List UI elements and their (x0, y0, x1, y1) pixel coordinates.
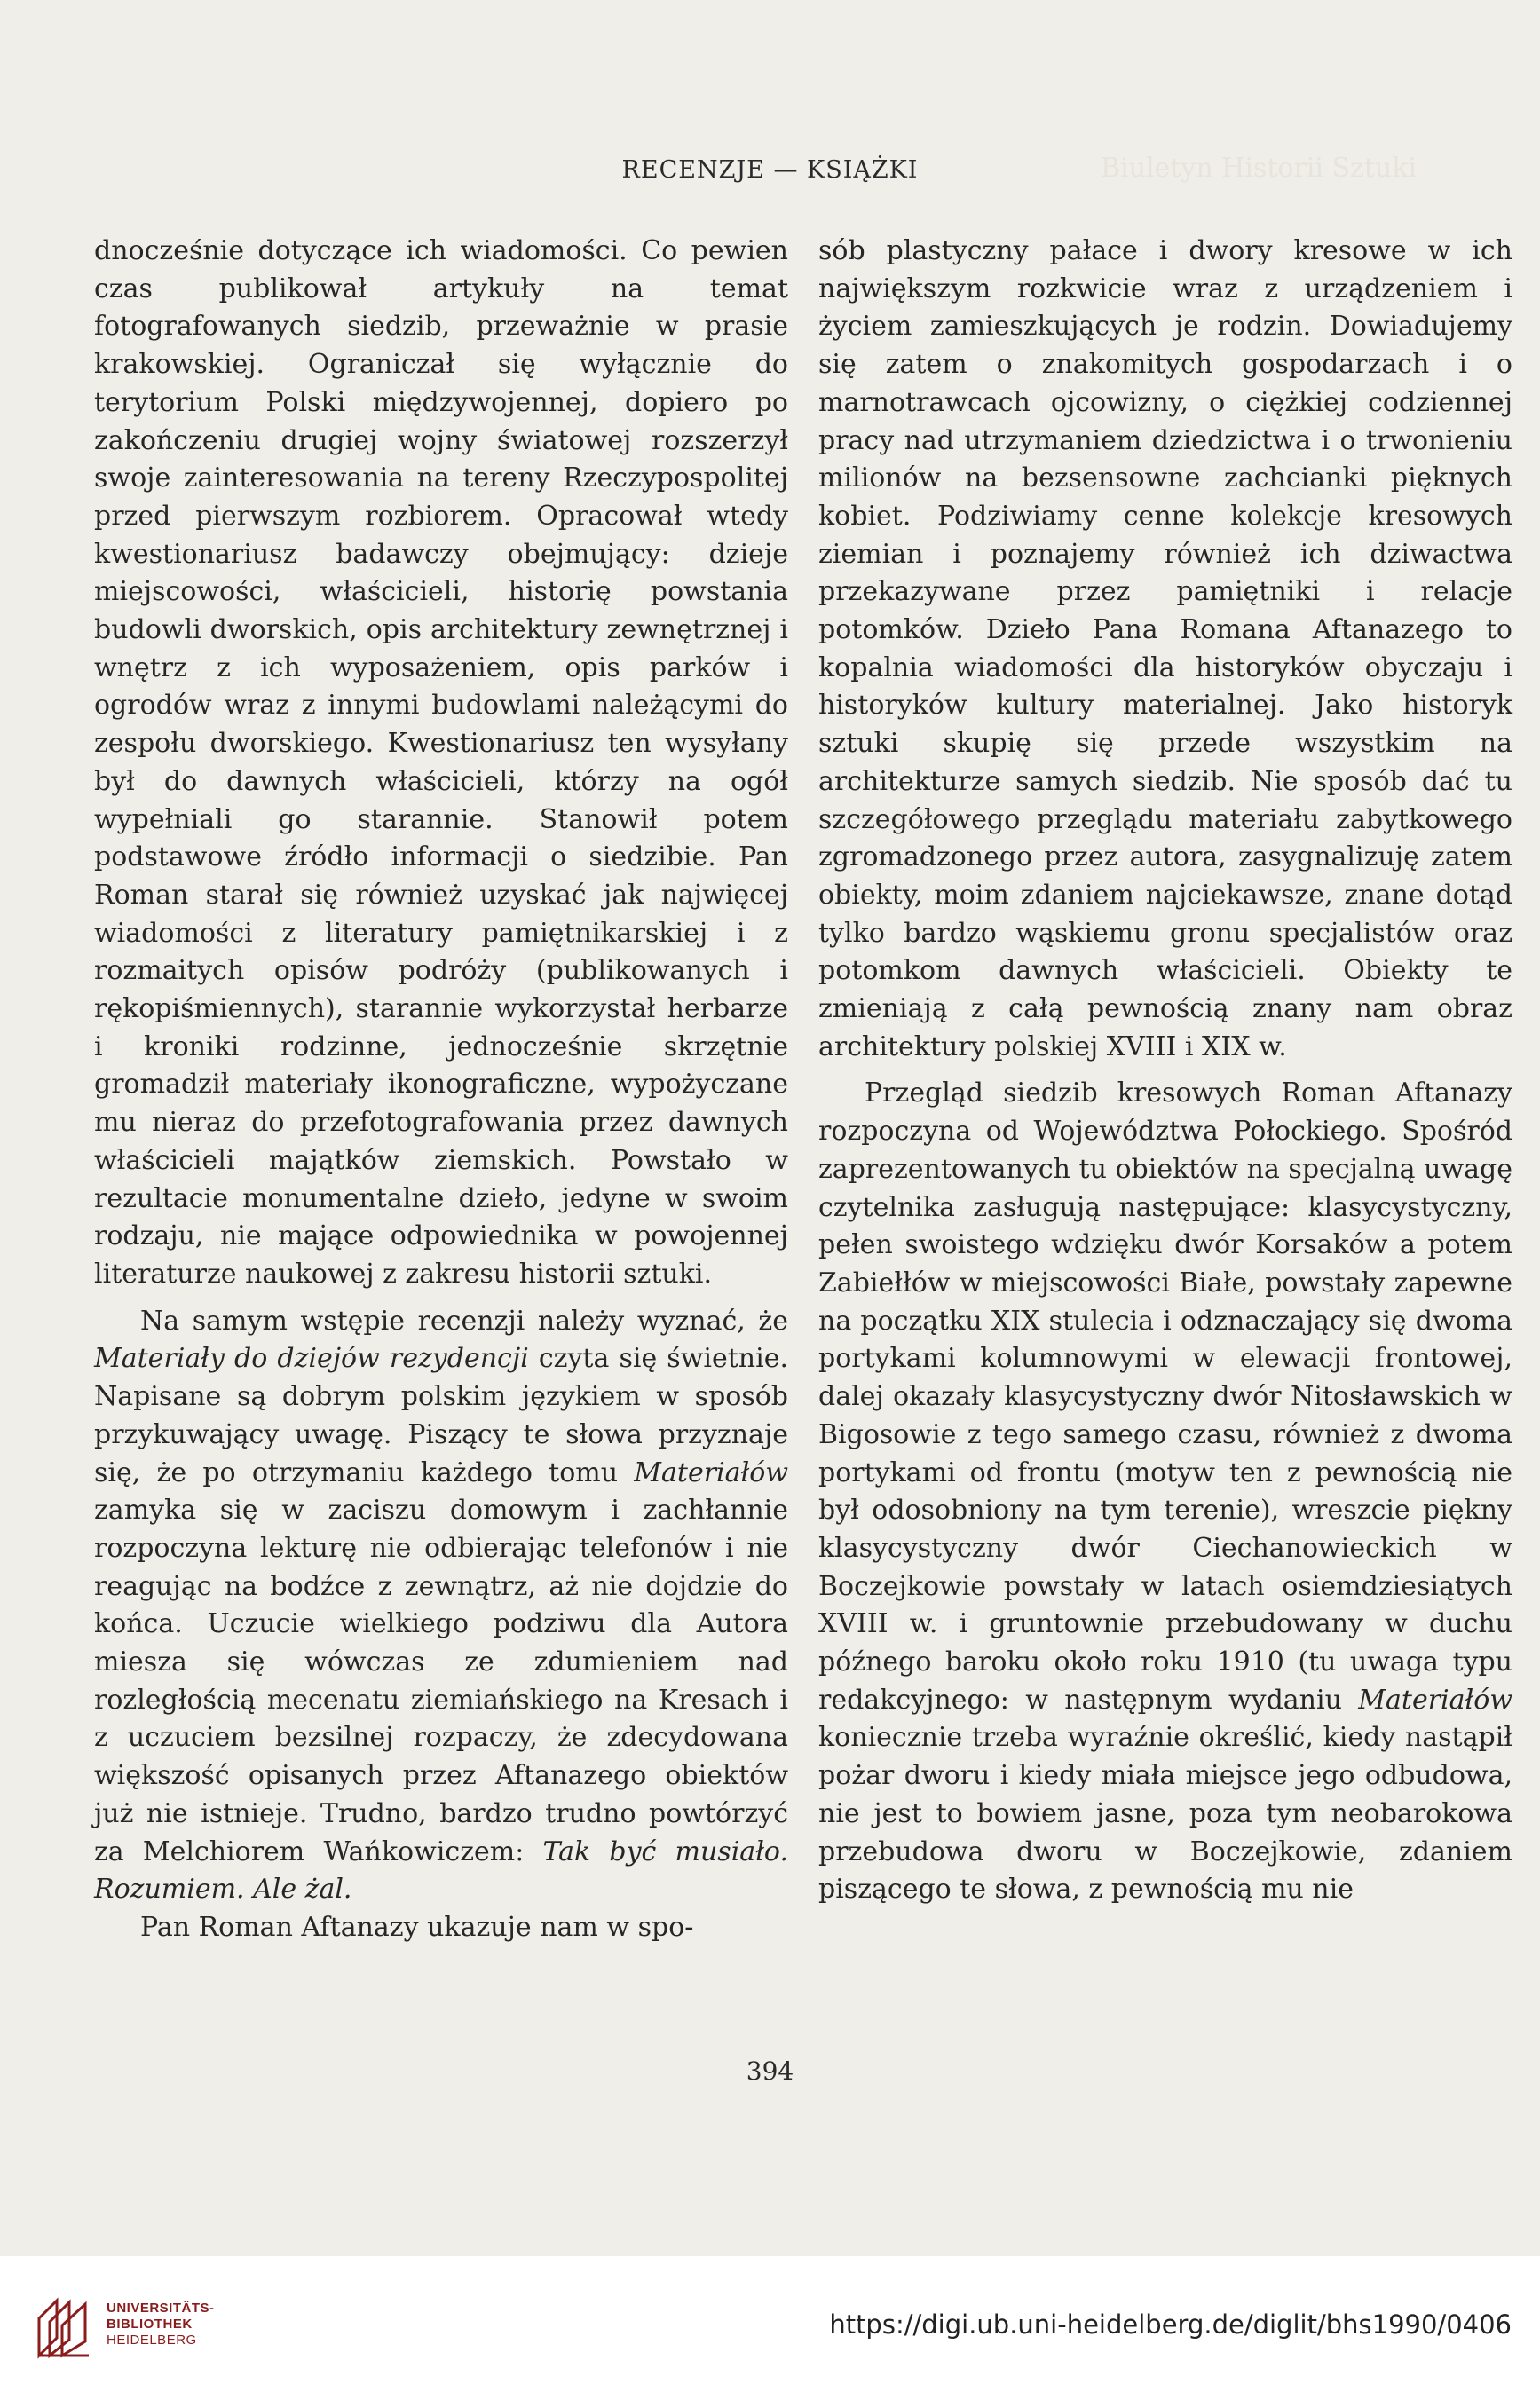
footer-bar (0, 2256, 1540, 2392)
left-column (94, 233, 788, 1947)
book-title-short: Materiałów (634, 1457, 788, 1488)
show-through-text: Biuletyn Historii Sztuki (1101, 153, 1418, 184)
quotation: Tak być musiało. Rozumiem. Ale żal. (94, 1835, 788, 1906)
running-header: RECENZJE — KSIĄŻKI (621, 156, 919, 184)
library-logo-icon (36, 2292, 92, 2359)
book-title: Materiały do dziejów rezydencji (94, 1343, 529, 1375)
library-name: UNIVERSITÄTS- BIBLIOTHEK HEIDELBERG (107, 2301, 215, 2348)
left-paragraph-3: Pan Roman Aftanazy ukazuje nam w spo- (140, 1911, 694, 1943)
left-paragraph-1: dnocześnie dotyczące ich wiadomości. Co pewien czas publikował artykuły na temat fotografowanych siedzib, przeważnie w prasie krakowskiej. Ograniczał się wyłącznie do terytorium Polski międzywojennej, dopiero po zakończeniu drugiej wojny światowej rozszerzył swoje zainteresowania na tereny Rzeczypospolitej przed pierwszym rozbiorem. Opracował wtedy kwestionariusz badawczy obejmujący: dzieje miejscowości, właścicieli, historię powstania budowli dworskich, opis architektury zewnętrznej i wnętrz z ich wyposażeniem, opis parków i ogrodów wraz z innymi budowlami należącymi do zespołu dworskiego. Kwestionariusz ten wysyłany był do dawnych właścicieli, którzy na ogół wypełniali go starannie. Stanowił potem podstawowe źródło informacji o siedzibie. Pan Roman starał się również uzyskać jak najwięcej wiadomości z literatury pamiętnikarskiej i z rozmaitych opisów podróży (publikowanych i rękopiśmiennych), starannie wykorzystał herbarze i kroniki rodzinne, jednocześnie skrzętnie gromadził materiały ikonograficzne, wypożyczane mu nieraz do przefotografowania przez dawnych właścicieli majątków ziemskich. Powstało w rezultacie monumentalne dzieło, jedyne w swoim rodzaju, nie mające odpowiednika w powojennej literaturze naukowej z zakresu historii sztuki. (94, 235, 788, 1290)
right-paragraph-2: Przegląd siedzib kresowych Roman Aftanazy rozpoczyna od Województwa Połockiego. Spośród zaprezentowanych tu obiektów na specjalną uwagę czytelnika zasługują następujące: klasycystyczny, pełen swoistego wdzięku dwór Korsaków a potem Zabiełłów w miejscowości Białe, powstały zapewne na początku XIX stulecia i odznaczający się dwoma portykami kolumnowymi w elewacji frontowej, dalej okazały klasycystyczny dwór Nitosławskich w Bigosowie z tego samego czasu, również z dwoma portykami od frontu (motyw ten z pewnością nie był odosobniony na tym terenie), wreszcie piękny klasycystyczny dwór Ciechanowieckich w Boczejkowie powstały w latach osiemdziesiątych XVIII w. i gruntownie przebudowany w duchu późnego baroku około roku 1910 (tu uwaga typu redakcyjnego: w następnym wydaniu Materiałów koniecznie trzeba wyraźnie określić, kiedy nastąpił pożar dworu i kiedy miała miejsce jego odbudowa, nie jest to bowiem jasne, poza tym neobarokowa przebudowa dworu w Boczejkowie, zdaniem piszącego te słowa, z pewnością mu nie (818, 1078, 1512, 1906)
source-url[interactable]: https://digi.ub.uni-heidelberg.de/diglit/bhs1990/0406 (829, 2309, 1512, 2340)
book-title-short: Materiałów (1358, 1684, 1512, 1716)
left-paragraph-2: Na samym wstępie recenzji należy wyznać, że Materiały do dziejów rezydencji czyta się świetnie. Napisane są dobrym polskim językiem w sposób przykuwający uwagę. Piszący te słowa przyznaje się, że po otrzymaniu każdego tomu Materiałów zamyka się w zaciszu domowym i zachłannie rozpoczyna lekturę nie odbierając telefonów i nie reagując na bodźce z zewnątrz, aż nie dojdzie do końca. Uczucie wielkiego podziwu dla Autora miesza się wówczas ze zdumieniem nad rozległością mecenatu ziemiańskiego na Kresach i z uczuciem bezsilnej rozpaczy, że zdecydowana większość opisanych przez Aftanazego obiektów już nie istnieje. Trudno, bardzo trudno powtórzyć za Melchiorem Wańkowiczem: Tak być musiało. Rozumiem. Ale żal. (94, 1305, 788, 1906)
right-paragraph-1: sób plastyczny pałace i dwory kresowe w ich największym rozkwicie wraz z urządzeniem i życiem zamieszkujących je rodzin. Dowiadujemy się zatem o znakomitych gospodarzach i o marnotrawcach ojcowizny, o ciężkiej codziennej pracy nad utrzymaniem dziedzictwa i o trwonieniu milionów na bezsensowne zachcianki pięknych kobiet. Podziwiamy cenne kolekcje kresowych ziemian i poznajemy również ich dziwactwa przekazywane przez pamiętniki i relacje potomków. Dzieło Pana Romana Aftanazego to kopalnia wiadomości dla historyków obyczaju i historyków kultury materialnej. Jako historyk sztuki skupię się przede wszystkim na architekturze samych siedzib. Nie sposób dać tu szczegółowego przeglądu materiału zabytkowego zgromadzonego przez autora, zasygnalizuję zatem obiekty, moim zdaniem najciekawsze, znane dotąd tylko bardzo wąskiemu gronu specjalistów oraz potomkom dawnych właścicieli. Obiekty te zmieniają z całą pewnością znany nam obraz architektury polskiej XVIII i XIX w. (818, 235, 1512, 1062)
page-number: 394 (746, 2056, 794, 2086)
right-column (818, 233, 1512, 1909)
